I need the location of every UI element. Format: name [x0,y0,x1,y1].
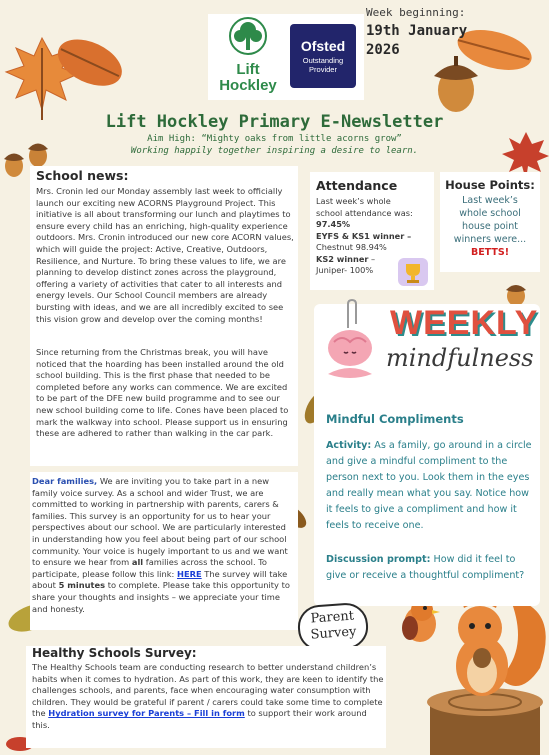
attendance-line-1: Last week’s whole [316,196,391,206]
parent-survey-line-2: Survey [310,624,357,643]
parent-survey-line-1: Parent [310,608,355,627]
ks2-label: KS2 winner [316,253,369,264]
prompt-label: Discussion prompt: [326,554,431,565]
ks2-dash: – [368,253,376,264]
week-date-line-1: 19th January [366,23,468,39]
family-text-3: The survey will take about [32,568,288,591]
school-news-paragraph-1: Mrs. Cronin led our Monday assembly last week to officially launch our exciting new ACORNS Playground Project. This initiative is all about transforming our lunch and playtimes to ensure every child has an enriching, high-quality experience outdoors. Mrs. Cronin introduced our new core ACORN values, which will guide the project: Active, Creative, Outdoors, Resilience, and Nurture. To bring these values to life, we are planning to develop distinct zones across the playground, offering a variety of activities that cater to all interests and energy levels. Our School Council members are already bursting with ideas, and we are all incredibly excited to see this vision grow and develop over the coming months! [36,186,294,324]
mindfulness-activity [326,438,532,534]
house-winner: BETTS! [470,247,510,258]
school-news-card [30,166,298,466]
week-beginning-label: Week beginning: [366,6,466,19]
meditating-brain-icon [318,324,382,388]
family-survey-text [32,476,294,615]
motto-line: Working happily together inspiring a desire to learn. [130,146,419,156]
school-news-heading: School news: [36,168,129,183]
parent-survey-bubble [296,602,369,653]
healthy-schools-text [32,662,384,732]
aim-high-line: Aim High: “Mighty oaks from little acorns grow” [147,134,402,144]
newsletter-title: Lift Hockley Primary E-Newsletter [105,112,444,132]
ofsted-sub-2: Provider [309,65,337,74]
house-points-card [440,172,540,272]
school-news-paragraph-2: Since returning from the Christmas break, you will have noticed that the hoarding has been installed around the old school building. This is the first phase that needed to be completed before any works can commence. We are excited to be part of the DFE new build programme and to see our new school building come to life. Cones have been placed to mark the walkway into school. Please support us in ensuring these are adhered to rather than walking in the car park. [36,347,289,439]
house-points-text [440,194,540,259]
weekly-heading: WEEKLY [390,304,539,342]
survey-here-link[interactable]: HERE [177,568,202,579]
mindfulness-prompt [326,552,532,584]
eyfs-ks1-winner: Chestnut 98.94% [316,242,387,252]
attendance-card [310,172,434,290]
family-text-4: to complete. Please take this opportunity to share your thoughts and insights – we appreciate your time and honesty. [32,580,290,614]
eyfs-ks1-label: EYFS & KS1 winner – [316,230,412,241]
house-points-heading: House Points: [445,178,535,192]
ofsted-title: Ofsted [300,38,346,54]
school-logo-name-2: Hockley [219,77,277,94]
survey-duration: 5 minutes [58,580,106,591]
activity-text: As a family, go around in a circle and give a mindful compliment to the person next to you. Look them in the eyes and really mean what you say. Notice how it feels to give a compliment and how it feels to receive one. [326,440,532,531]
house-line-1: Last week’s [462,195,518,206]
prompt-text: How did it feel to give or receive a thoughtful compliment? [326,554,525,581]
healthy-text-2: to support their work around this. [32,708,367,730]
ofsted-sub-1: Outstanding [302,56,344,65]
healthy-schools-heading: Healthy Schools Survey: [32,646,197,660]
healthy-text-1: The Healthy Schools team are conducting research to better understand children’s habits when it comes to hydration. As part of this work, they are keen to identify the challenges schools, and parents, face when encouraging water consumption with children. They would be grateful if parent / carers could take some time to complete the [32,662,384,719]
family-survey-card [30,472,298,630]
family-all-word: all [131,557,144,568]
tree-logo-icon [225,16,271,62]
trophy-icon [396,256,430,288]
house-line-2: whole school [459,208,521,219]
school-logo-name: Lift [236,61,260,78]
tree-stump-icon [427,688,543,755]
family-greeting: Dear families, [32,476,98,486]
mindfulness-card [314,304,540,606]
family-text-2: families across the school. To participate, please follow this link: [32,557,267,579]
squirrel-icon [456,594,546,696]
mindfulness-heading: mindfulness [386,344,534,372]
whole-school-percent: 97.45% [316,219,351,229]
house-line-4: winners were... [453,234,527,245]
oak-leaf-icon [51,30,130,95]
house-line-3: house point [462,221,518,232]
hydration-survey-link[interactable]: Hydration survey for Parents – Fill in form [48,708,245,719]
week-date-line-2: 2026 [366,42,400,58]
attendance-heading: Attendance [316,178,398,193]
mindful-compliments-title: Mindful Compliments [326,412,464,426]
acorn-icon [506,285,526,306]
acorn-icon [4,154,24,178]
attendance-line-2: school attendance was: [316,207,413,218]
healthy-schools-card [26,646,386,748]
ks2-winner: Juniper- 100% [316,265,374,275]
activity-label: Activity: [326,440,372,451]
family-text-1: We are inviting you to take part in a new family voice survey. As a school and wider Trust, we are committed to working in partnership with parents, carers & families. This survey is an opportunity for us to hear your perspectives about our school. We are particularly interested in understanding how you feel about being part of our school community. Your voice is hugely important to us and we want to ensure we hear from [32,476,288,568]
school-logo [214,16,282,98]
ofsted-badge [290,24,356,88]
acorn-icon [434,56,478,112]
